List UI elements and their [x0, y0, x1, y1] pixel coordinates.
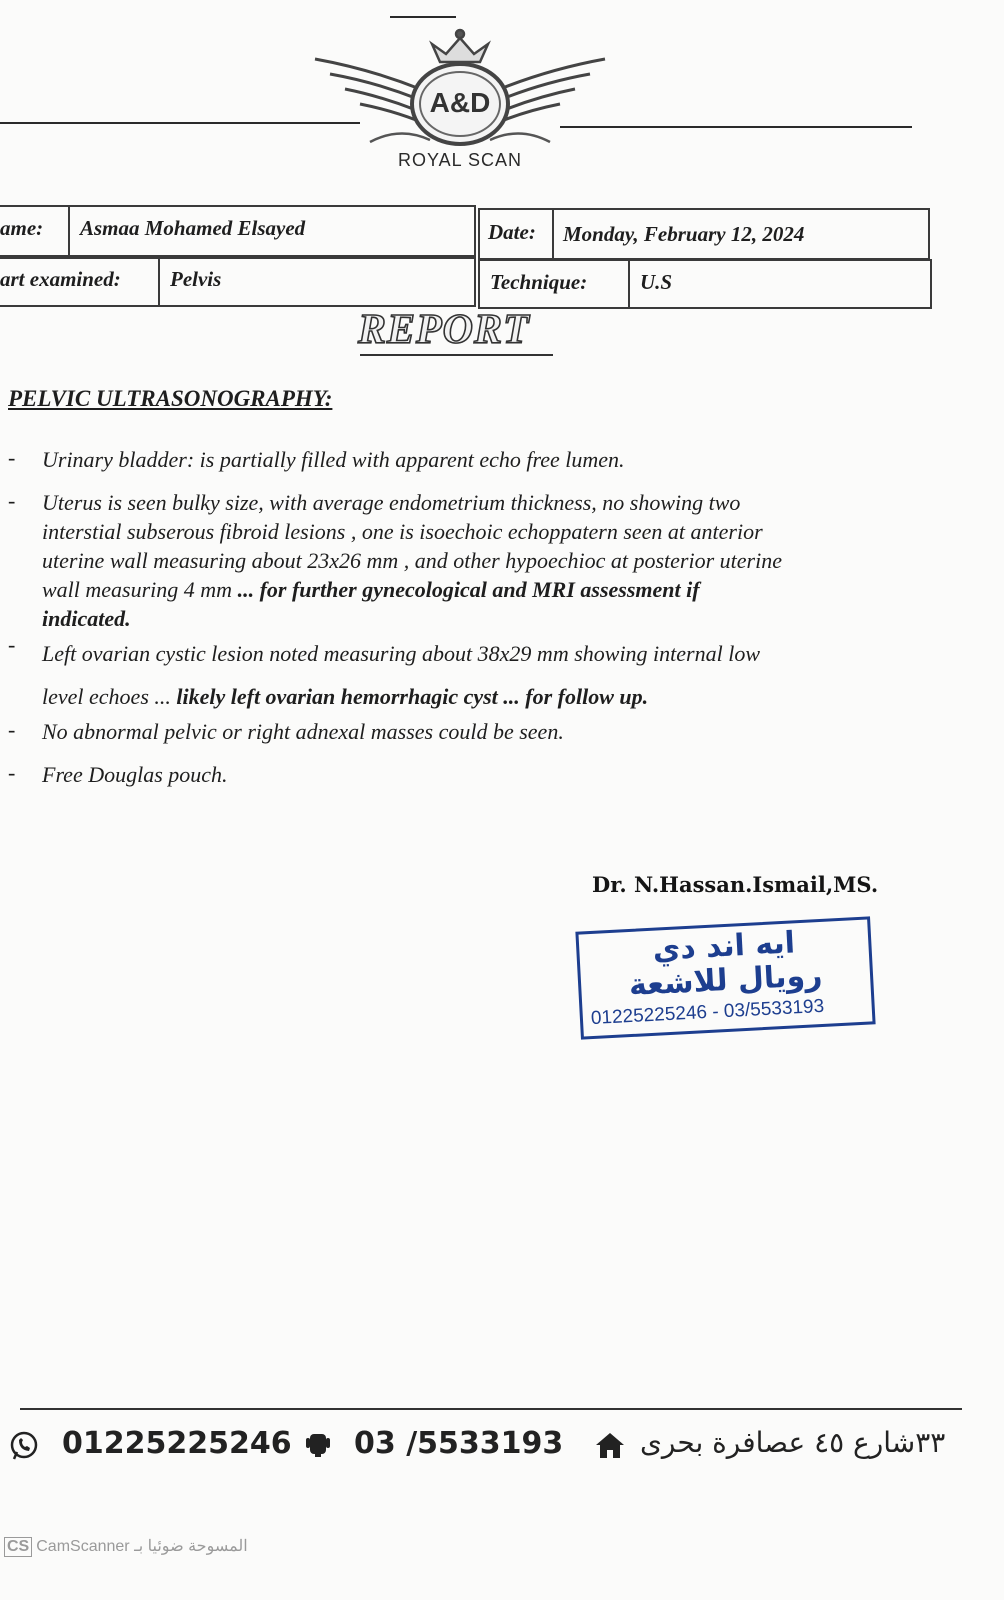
camscanner-watermark [4, 1536, 248, 1557]
finding-uterus [42, 488, 922, 633]
report-title-underline [360, 354, 553, 356]
bullet-dash: - [8, 632, 16, 657]
clinic-stamp [575, 916, 875, 1039]
finding-left-ovary [42, 632, 922, 718]
finding-uterus-line: Uterus is seen bulky size, with average endometrium thickness, no showing two [42, 490, 741, 515]
divider-date [552, 208, 554, 260]
finding-ovary-line [42, 675, 922, 718]
finding-uterus-line: uterine wall measuring about 23x26 mm , and other hypoechioc at posterior uterine [42, 548, 782, 573]
part-examined-value: Pelvis [170, 267, 222, 291]
doctor-signature: Dr. N.Hassan.Ismail,MS. [592, 872, 879, 897]
finding-uterus-line [42, 604, 922, 633]
finding-ovary-text: level echoes ... [42, 684, 171, 709]
finding-ovary-impression: likely left ovarian hemorrhagic cyst ... for follow up. [176, 684, 649, 709]
footer-address: ٣٣شارع ٤٥ عصافرة بحرى [640, 1426, 946, 1459]
bullet-dash: - [8, 445, 16, 470]
stamp-line-1: ايه اند دي [651, 925, 796, 968]
stamp-line-2: رويال للاشعة [628, 957, 824, 1004]
header-rule-left [0, 122, 360, 124]
technique-label: Technique: [490, 270, 588, 294]
finding-uterus-line: interstial subserous fibroid lesions , one is isoechoic echoppatern seen at anterior [42, 519, 763, 544]
camscanner-badge: CS [4, 1537, 32, 1557]
bullet-dash: - [8, 488, 16, 513]
section-heading: PELVIC ULTRASONOGRAPHY: [8, 386, 333, 411]
bullet-dash: - [8, 760, 16, 785]
divider-part [158, 257, 160, 307]
finding-urinary-bladder: Urinary bladder: is partially filled with apparent echo free lumen. [42, 447, 625, 472]
finding-uterus-text: wall measuring 4 mm [42, 577, 233, 602]
name-label: ame: [0, 216, 44, 240]
header-rule-right [560, 126, 912, 128]
divider-name [68, 205, 70, 257]
bullet-dash: - [8, 717, 16, 742]
whatsapp-icon [8, 1430, 40, 1466]
date-label: Date: [488, 220, 536, 244]
finding-ovary-line: Left ovarian cystic lesion noted measuring about 38x29 mm showing internal low [42, 641, 761, 666]
stamp-phones: 01225225246 - 03/5533193 [590, 995, 825, 1030]
finding-uterus-recommendation-end: indicated. [42, 606, 131, 631]
brand-name: ROYAL SCAN [397, 150, 523, 170]
part-examined-label: art examined: [0, 267, 121, 291]
camscanner-text: CamScanner المسوحة ضوئيا بـ [36, 1538, 248, 1555]
finding-uterus-line [42, 575, 922, 604]
logo-mark: A&D [429, 87, 491, 118]
divider-technique [628, 259, 630, 309]
patient-name: Asmaa Mohamed Elsayed [80, 216, 306, 240]
footer-mobile: 01225225246 [62, 1426, 292, 1461]
exam-date: Monday, February 12, 2024 [563, 222, 805, 246]
technique-value: U.S [640, 270, 673, 294]
phone-icon [302, 1428, 334, 1464]
finding-uterus-recommendation: ... for further gynecological and MRI assessment if [237, 577, 700, 602]
finding-adnexa: No abnormal pelvic or right adnexal masses could be seen. [42, 719, 564, 744]
finding-douglas-pouch: Free Douglas pouch. [42, 762, 228, 787]
footer-landline: 03 /5533193 [354, 1426, 564, 1461]
report-title: REPORT [358, 307, 530, 353]
home-icon [594, 1430, 626, 1464]
footer-rule [20, 1408, 962, 1410]
